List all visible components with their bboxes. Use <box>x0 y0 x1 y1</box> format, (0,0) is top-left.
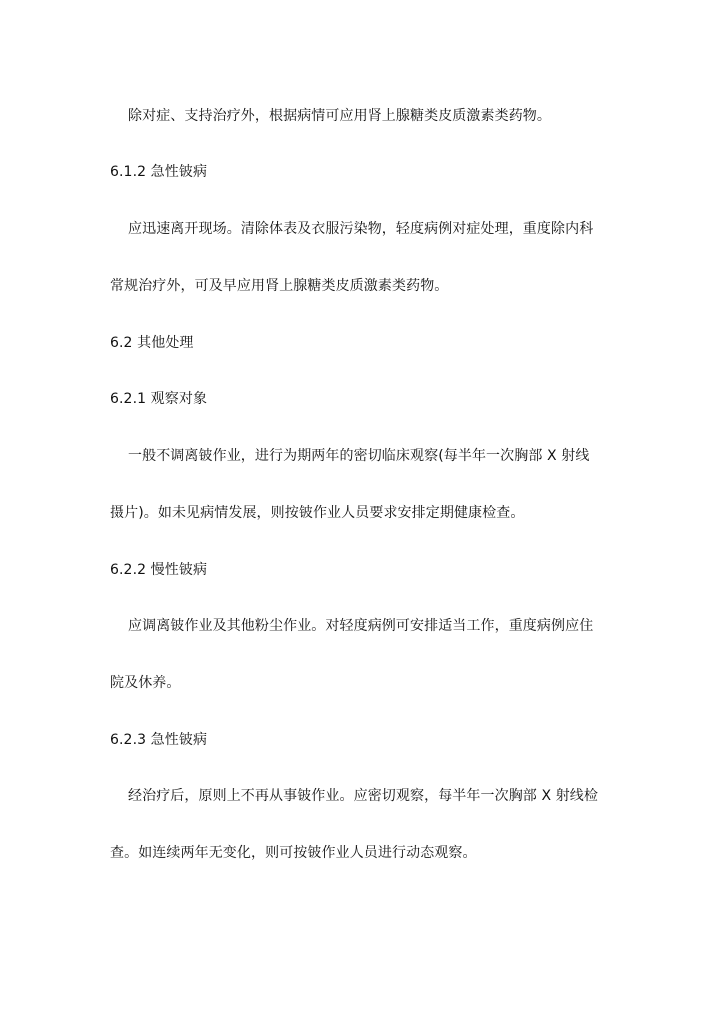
paragraph-line: 应调离铍作业及其他粉尘作业。对轻度病例可安排适当工作，重度病例应住 <box>128 618 594 634</box>
paragraph-line: 除对症、支持治疗外，根据病情可应用肾上腺糖类皮质激素类药物。 <box>128 108 551 124</box>
section-heading: 6.1.2 急性铍病 <box>110 164 208 180</box>
paragraph-line: 摄片)。如未见病情发展，则按铍作业人员要求安排定期健康检查。 <box>110 505 525 521</box>
paragraph-line: 经治疗后，原则上不再从事铍作业。应密切观察，每半年一次胸部 X 射线检 <box>128 788 598 804</box>
section-heading: 6.2.1 观察对象 <box>110 391 208 407</box>
paragraph-line: 一般不调离铍作业，进行为期两年的密切临床观察(每半年一次胸部 X 射线 <box>128 448 590 464</box>
paragraph-line: 常规治疗外，可及早应用肾上腺糖类皮质激素类药物。 <box>110 278 449 294</box>
paragraph-line: 查。如连续两年无变化，则可按铍作业人员进行动态观察。 <box>110 845 477 861</box>
paragraph-line: 院及休养。 <box>110 675 181 691</box>
section-heading: 6.2 其他处理 <box>110 335 194 351</box>
paragraph-line: 应迅速离开现场。清除体表及衣服污染物，轻度病例对症处理，重度除内科 <box>128 221 594 237</box>
section-heading: 6.2.2 慢性铍病 <box>110 562 208 578</box>
section-heading: 6.2.3 急性铍病 <box>110 732 208 748</box>
